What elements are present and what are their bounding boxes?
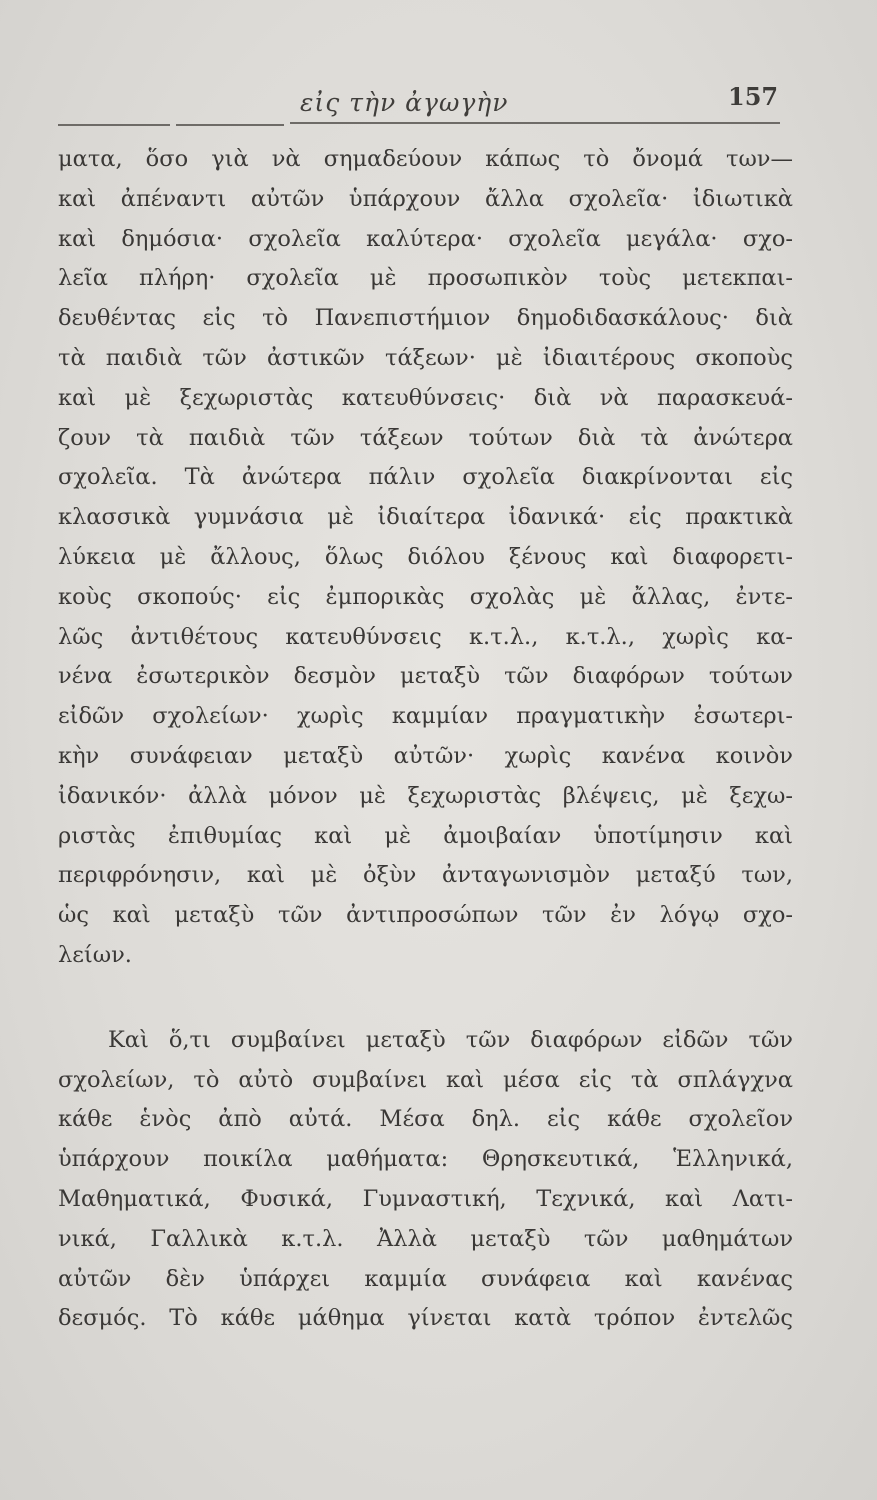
text-line: καὶ δημόσια· σχολεῖα καλύτερα· σχολεῖα μεγάλα· σχο-	[58, 225, 793, 252]
text-line: καὶ ἀπέναντι αὐτῶν ὑπάρχουν ἄλλα σχολεῖα· ἰδιωτικὰ	[58, 185, 793, 212]
header-rule	[290, 122, 780, 124]
text-line: Μαθηματικά, Φυσικά, Γυμναστική, Τεχνικά, καὶ Λατι-	[58, 1185, 793, 1212]
text-line: Καὶ ὅ,τι συμβαίνει μεταξὺ τῶν διαφόρων εἰδῶν τῶν	[108, 1026, 793, 1053]
running-head	[0, 80, 877, 120]
text-line: τὰ παιδιὰ τῶν ἀστικῶν τάξεων· μὲ ἰδιαιτέρους σκοποὺς	[58, 344, 793, 371]
text-line: κάθε ἑνὸς ἀπὸ αὐτά. Μέσα δηλ. εἰς κάθε σχολεῖον	[58, 1106, 793, 1133]
text-line: καὶ μὲ ξεχωριστὰς κατευθύνσεις· διὰ νὰ παρασκευά-	[58, 384, 793, 411]
text-line: περιφρόνησιν, καὶ μὲ ὀξὺν ἀνταγωνισμὸν μεταξύ των,	[58, 862, 793, 889]
text-line: σχολεῖα. Τὰ ἀνώτερα πάλιν σχολεῖα διακρίνονται εἰς	[58, 464, 793, 491]
text-line: ριστὰς ἐπιθυμίας καὶ μὲ ἀμοιβαίαν ὑποτίμησιν καὶ	[58, 822, 793, 849]
text-line: λῶς ἀντιθέτους κατευθύνσεις κ.τ.λ., κ.τ.λ., χωρὶς κα-	[58, 623, 793, 650]
text-line: λύκεια μὲ ἄλλους, ὅλως διόλου ξένους καὶ διαφορετι-	[58, 543, 793, 570]
text-line: εἰδῶν σχολείων· χωρὶς καμμίαν πραγματικὴν ἐσωτερι-	[58, 703, 793, 730]
header-rule	[58, 124, 170, 126]
text-line: νικά, Γαλλικὰ κ.τ.λ. Ἀλλὰ μεταξὺ τῶν μαθημάτων	[58, 1225, 793, 1252]
running-title: εἰς τὴν ἀγωγὴν	[300, 88, 509, 117]
body-text	[58, 140, 793, 1339]
header-rule	[176, 124, 284, 126]
text-line: κὴν συνάφειαν μεταξὺ αὐτῶν· χωρὶς κανένα κοινὸν	[58, 742, 793, 769]
page-number: 157	[728, 82, 779, 111]
text-line: λεῖα πλήρη· σχολεῖα μὲ προσωπικὸν τοὺς μετεκπαι-	[58, 265, 793, 292]
text-line: λείων.	[58, 941, 132, 968]
text-line: ἰδανικόν· ἀλλὰ μόνον μὲ ξεχωριστὰς βλέψεις, μὲ ξεχω-	[58, 782, 793, 809]
text-line: ὡς καὶ μεταξὺ τῶν ἀντιπροσώπων τῶν ἐν λόγῳ σχο-	[58, 902, 793, 929]
text-line: κλασσικὰ γυμνάσια μὲ ἰδιαίτερα ἰδανικά· εἰς πρακτικὰ	[58, 504, 793, 531]
text-line: ὑπάρχουν ποικίλα μαθήματα: Θρησκευτικά, Ἑλληνικά,	[58, 1146, 793, 1173]
text-line: δεσμός. Τὸ κάθε μάθημα γίνεται κατὰ τρόπον ἐντελῶς	[58, 1305, 793, 1332]
text-line: ζουν τὰ παιδιὰ τῶν τάξεων τούτων διὰ τὰ ἀνώτερα	[58, 424, 793, 451]
text-line: σχολείων, τὸ αὐτὸ συμβαίνει καὶ μέσα εἰς τὰ σπλάγχνα	[58, 1066, 793, 1093]
text-line: αὐτῶν δὲν ὑπάρχει καμμία συνάφεια καὶ κανένας	[58, 1265, 793, 1292]
paragraph-break	[58, 976, 793, 1021]
text-line: ματα, ὅσο γιὰ νὰ σημαδεύουν κάπως τὸ ὄνομά των—	[58, 146, 793, 172]
paragraph-2	[58, 1021, 793, 1339]
text-line: δευθέντας εἰς τὸ Πανεπιστήμιον δημοδιδασκάλους· διὰ	[58, 305, 793, 332]
text-line: νένα ἐσωτερικὸν δεσμὸν μεταξὺ τῶν διαφόρων τούτων	[58, 663, 793, 690]
text-line: κοὺς σκοπούς· εἰς ἐμπορικὰς σχολὰς μὲ ἄλλας, ἐντε-	[58, 583, 793, 610]
paragraph-1	[58, 140, 793, 976]
